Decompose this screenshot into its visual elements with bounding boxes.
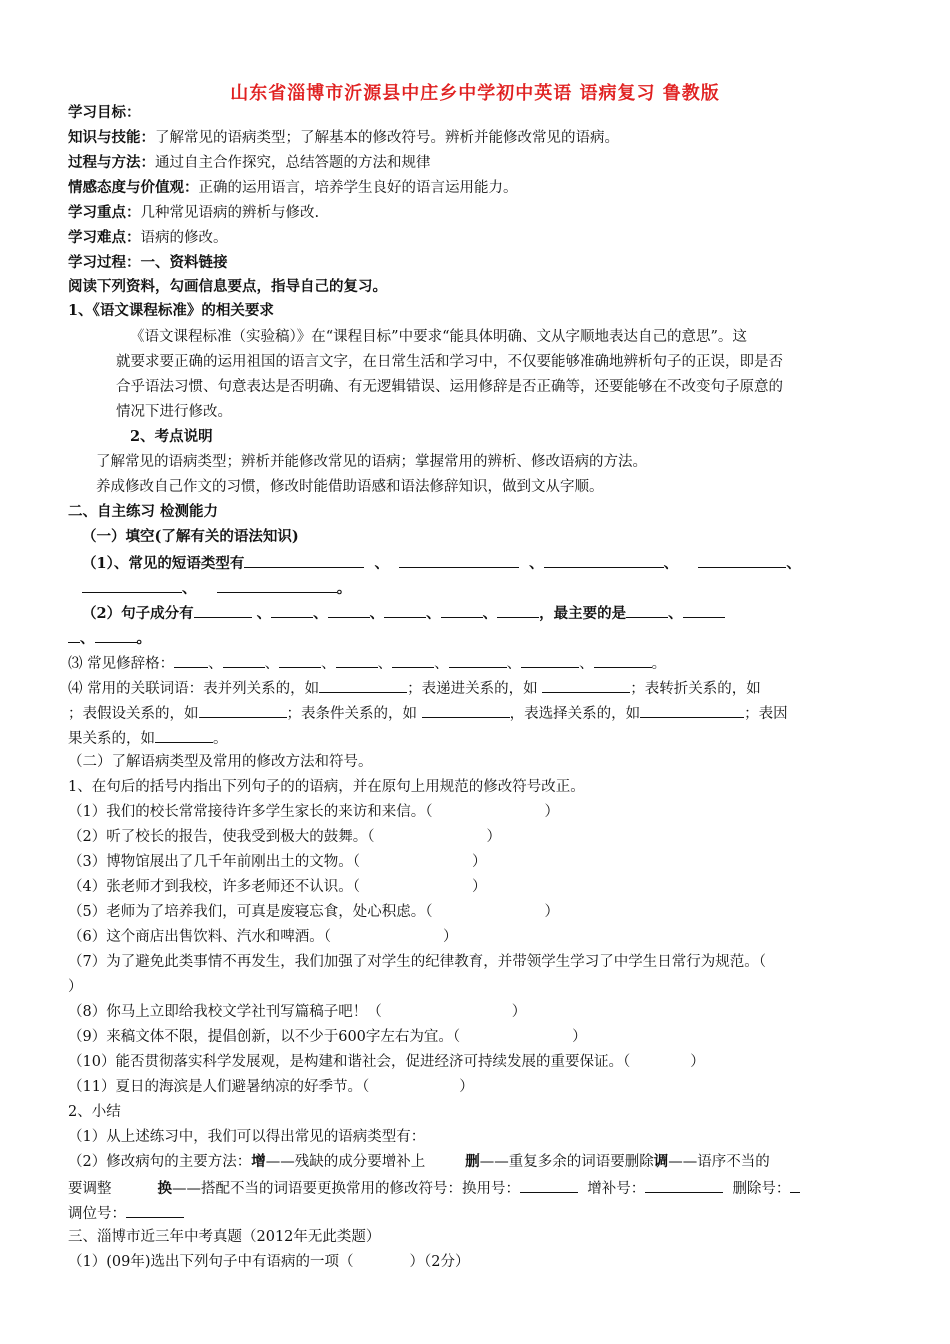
method-delete-text: ——重复多余的词语要删除 <box>479 1154 654 1170</box>
difficulty-label: 学习难点： <box>68 229 141 246</box>
period: 。 <box>213 731 228 747</box>
summary-line4 <box>68 1203 894 1223</box>
section2-task: 1、在句后的括号内指出下列句子的的语病，并在原句上用规范的修改符号改正。 <box>68 779 585 795</box>
separator: 、 <box>313 605 328 622</box>
item1-para-line4: 情况下进行修改。 <box>116 404 232 420</box>
answer-blank[interactable] <box>126 1203 184 1218</box>
answer-blank[interactable] <box>544 553 664 568</box>
sentence-text: （5）老师为了培养我们，可真是废寝忘食，处心积虑。（ <box>68 904 433 920</box>
item2-title: 2、考点说明 <box>130 428 213 445</box>
exam-question: （1）(09年)选出下列句子中有语病的一项（ <box>68 1254 354 1270</box>
goal-key <box>68 204 894 222</box>
q4-part-a: ；表递进关系的，如 <box>407 681 538 697</box>
separator: 、 <box>434 656 449 672</box>
separator: 、 <box>506 656 522 672</box>
answer-blank[interactable] <box>392 653 434 668</box>
summary-adjust: 要调整 <box>68 1181 112 1197</box>
answer-blank[interactable] <box>441 603 483 618</box>
close-paren: ） <box>544 904 559 920</box>
exam-question-points: ）（2分） <box>409 1254 470 1270</box>
method-replace-text: ——搭配不当的词语要更换常用的修改符号：换用号： <box>172 1181 520 1197</box>
separator: 、 <box>374 555 389 572</box>
item1-para-line2: 就要求要正确的运用祖国的语言文字，在日常生活和学习中，不仅要能够准确地辨析句子的正误，即是否 <box>116 354 783 370</box>
process-text: 通过自主合作探究，总结答题的方法和规律 <box>155 155 431 171</box>
answer-blank[interactable] <box>384 603 426 618</box>
q2-label: （2）句子成分有 <box>82 605 194 622</box>
item1-para-line1: 《语文课程标准（实验稿）》在“课程目标”中要求“能具体明确、文从字顺地表达自己的意思”。这 <box>130 329 747 345</box>
q1-phrase-types <box>82 553 894 573</box>
sentence-text: （10）能否贯彻落实科学发展观，是构建和谐社会，促进经济可持续发展的重要保证。（ <box>68 1054 631 1070</box>
close-paren: ） <box>486 829 501 845</box>
sentence-item <box>68 928 894 946</box>
process-label: 过程与方法： <box>68 154 155 171</box>
answer-blank[interactable] <box>328 603 370 618</box>
section3-q1 <box>68 1253 894 1271</box>
summary-line3 <box>68 1178 894 1198</box>
q4-conjunctions <box>68 678 894 698</box>
sentence-text: （1）我们的校长常常接待许多学生家长的来访和来信。（ <box>68 804 433 820</box>
answer-blank[interactable] <box>520 1178 578 1193</box>
summary-line2 <box>68 1153 894 1171</box>
q4-part-d: ；表条件关系的，如 <box>286 706 417 722</box>
separator: 、 <box>369 605 385 622</box>
section2-heading: 二、自主练习 检测能力 <box>68 503 219 520</box>
answer-blank[interactable] <box>199 703 287 718</box>
q1-label: （1）、常见的短语类型有 <box>82 555 245 572</box>
separator: 、 <box>529 555 544 572</box>
emotion-text: 正确的运用语言，培养学生良好的语言运用能力。 <box>198 180 518 196</box>
q4-conjunctions-end <box>68 728 894 748</box>
answer-blank[interactable] <box>542 678 630 693</box>
sentence-text: （3）博物馆展出了几千年前刚出土的文物。（ <box>68 854 360 870</box>
answer-blank[interactable] <box>645 1178 723 1193</box>
separator: 、 <box>663 555 679 572</box>
process-heading: 学习过程：一、资料链接 <box>68 254 228 271</box>
answer-blank[interactable] <box>174 653 208 668</box>
answer-blank[interactable] <box>399 553 519 568</box>
close-paren: ） <box>544 804 559 820</box>
sentence-text: （9）来稿文体不限，提倡创新，以不少于600字左右为宜。（ <box>68 1029 461 1045</box>
item1-para-line3: 合乎语法习惯、句意表达是否明确、有无逻辑错误、运用修辞是否正确等，还要能够在不改变句子原意的 <box>116 379 783 395</box>
answer-blank[interactable] <box>271 603 313 618</box>
separator: 、 <box>264 656 280 672</box>
add-symbol-label: 增补号： <box>587 1181 646 1197</box>
sentence-text: （8）你马上立即给我校文学社刊写篇稿子吧！（ <box>68 1004 382 1020</box>
sentence-item <box>68 1078 894 1096</box>
q4-part-g: 果关系的，如 <box>68 731 155 747</box>
sentence-item <box>68 1028 894 1046</box>
q3-label: ⑶ 常见修辞格： <box>68 656 175 672</box>
sentence-text: （11）夏日的海滨是人们避暑纳凉的好季节。（ <box>68 1079 370 1095</box>
sentence-text: （7）为了避免此类事情不再发生，我们加强了对学生的纪律教育，并带领学生学习了中学生日常行为规范。（ <box>68 954 766 970</box>
separator: 、 <box>579 656 594 672</box>
answer-blank[interactable] <box>626 603 668 618</box>
sentence-item <box>68 1003 894 1021</box>
answer-blank[interactable] <box>223 653 265 668</box>
goal-knowledge <box>68 129 894 147</box>
emotion-label: 情感态度与价值观： <box>68 179 199 196</box>
answer-blank[interactable] <box>594 653 652 668</box>
sentence-item <box>68 953 894 971</box>
summary-line1: （1）从上述练习中，我们可以得出常见的语病类型有： <box>68 1129 426 1145</box>
key-text: 几种常见语病的辨析与修改. <box>140 205 320 221</box>
method-delete: 删 <box>465 1153 480 1170</box>
separator: 、 <box>256 605 272 622</box>
q1-phrase-types-cont <box>82 578 894 598</box>
q4-part-c: ；表假设关系的，如 <box>68 706 199 722</box>
difficulty-text: 语病的修改。 <box>140 230 228 246</box>
answer-blank[interactable] <box>521 653 579 668</box>
method-reorder: 调 <box>653 1153 669 1170</box>
sentence-item <box>68 803 894 821</box>
summary-title: 2、小结 <box>68 1104 121 1120</box>
key-label: 学习重点： <box>68 204 141 221</box>
separator: 、 <box>482 605 498 622</box>
answer-blank[interactable] <box>82 578 182 593</box>
item2-para-line2: 养成修改自己作文的习惯，修改时能借助语感和语法修辞知识，做到文从字顺。 <box>96 479 604 495</box>
answer-blank[interactable] <box>422 703 510 718</box>
answer-blank[interactable] <box>95 628 137 643</box>
close-paren: ） <box>690 1054 705 1070</box>
separator: 、 <box>786 555 801 572</box>
separator: 、 <box>182 580 197 597</box>
section3-heading: 三、淄博市近三年中考真题（2012年无此类题） <box>68 1229 381 1245</box>
separator: 、 <box>208 656 223 672</box>
knowledge-label: 知识与技能： <box>68 129 155 146</box>
method-replace: 换 <box>157 1180 172 1197</box>
sentence-item-close <box>68 978 894 996</box>
close-paren: ） <box>442 929 458 945</box>
answer-blank[interactable] <box>244 553 364 568</box>
method-add-text: ——残缺的成分要增补上 <box>265 1154 426 1170</box>
answer-blank[interactable] <box>683 603 725 618</box>
separator: 、 <box>321 656 336 672</box>
q4-label: ⑷ 常用的关联词语：表并列关系的，如 <box>68 681 320 697</box>
q4-conjunctions-cont <box>68 703 894 723</box>
sentence-item <box>68 903 894 921</box>
answer-blank[interactable] <box>640 703 744 718</box>
q2-sentence-parts <box>82 603 894 623</box>
sentence-text: （6）这个商店出售饮料、汽水和啤酒。（ <box>68 929 331 945</box>
reorder-symbol-label: 调位号： <box>68 1206 126 1222</box>
goal-process <box>68 154 894 172</box>
method-reorder-text: ——语序不当的 <box>668 1154 770 1170</box>
close-paren: ） <box>68 979 83 995</box>
answer-blank[interactable] <box>217 578 337 593</box>
goal-emotion <box>68 179 894 197</box>
sentence-text: （4）张老师才到我校，许多老师还不认识。（ <box>68 879 360 895</box>
item2-para-line1: 了解常见的语病类型；辨析并能修改常见的语病；掌握常用的辨析、修改语病的方法。 <box>96 454 647 470</box>
separator: 、 <box>377 656 393 672</box>
answer-blank[interactable] <box>319 678 407 693</box>
q2-sentence-parts-cont <box>68 628 894 648</box>
period: 。 <box>651 656 667 672</box>
method-add: 增 <box>251 1153 266 1170</box>
q4-part-e: ，表选择关系的，如 <box>509 706 641 722</box>
goal-difficulty <box>68 229 894 247</box>
sentence-item <box>68 1053 894 1071</box>
close-paren: ） <box>471 854 487 870</box>
answer-blank[interactable] <box>194 603 252 618</box>
page-title: 山东省淄博市沂源县中庄乡中学初中英语 语病复习 鲁教版 <box>230 83 720 104</box>
close-paren: ） <box>572 1029 587 1045</box>
process-instruction: 阅读下列资料，勾画信息要点，指导自己的复习。 <box>68 278 387 295</box>
separator: 、 <box>80 630 95 647</box>
answer-blank[interactable] <box>449 653 507 668</box>
period: 。 <box>136 630 151 647</box>
answer-blank[interactable] <box>790 1178 800 1193</box>
sentence-item <box>68 878 894 896</box>
period: 。 <box>336 580 352 597</box>
answer-blank[interactable] <box>279 653 321 668</box>
close-paren: ） <box>511 1004 527 1020</box>
sentence-text: （2）听了校长的报告，使我受到极大的鼓舞。（ <box>68 829 375 845</box>
answer-blank[interactable] <box>698 553 786 568</box>
q4-part-b: ；表转折关系的，如 <box>630 681 761 697</box>
delete-symbol-label: 删除号： <box>732 1181 791 1197</box>
goals-heading: 学习目标： <box>68 104 141 121</box>
sentence-item <box>68 828 894 846</box>
answer-blank[interactable] <box>155 728 213 743</box>
q4-part-f: ；表因 <box>744 706 788 722</box>
separator: 、 <box>668 605 683 622</box>
close-paren: ） <box>459 1079 474 1095</box>
answer-blank[interactable] <box>68 628 80 643</box>
knowledge-text: 了解常见的语病类型；了解基本的修改符号。辨析并能修改常见的语病。 <box>155 130 619 146</box>
summary-methods-label: （2）修改病句的主要方法： <box>68 1154 252 1170</box>
answer-blank[interactable] <box>497 603 539 618</box>
item1-title: 1、《语文课程标准》的相关要求 <box>68 302 274 319</box>
sentence-item <box>68 853 894 871</box>
q3-rhetoric <box>68 653 894 673</box>
q2-main: ，最主要的是 <box>539 605 627 622</box>
close-paren: ） <box>471 879 487 895</box>
separator: 、 <box>426 605 441 622</box>
section2-sub2: （二）了解语病类型及常用的修改方法和符号。 <box>68 754 373 770</box>
section2-sub1: （一）填空(了解有关的语法知识) <box>82 528 299 545</box>
answer-blank[interactable] <box>336 653 378 668</box>
